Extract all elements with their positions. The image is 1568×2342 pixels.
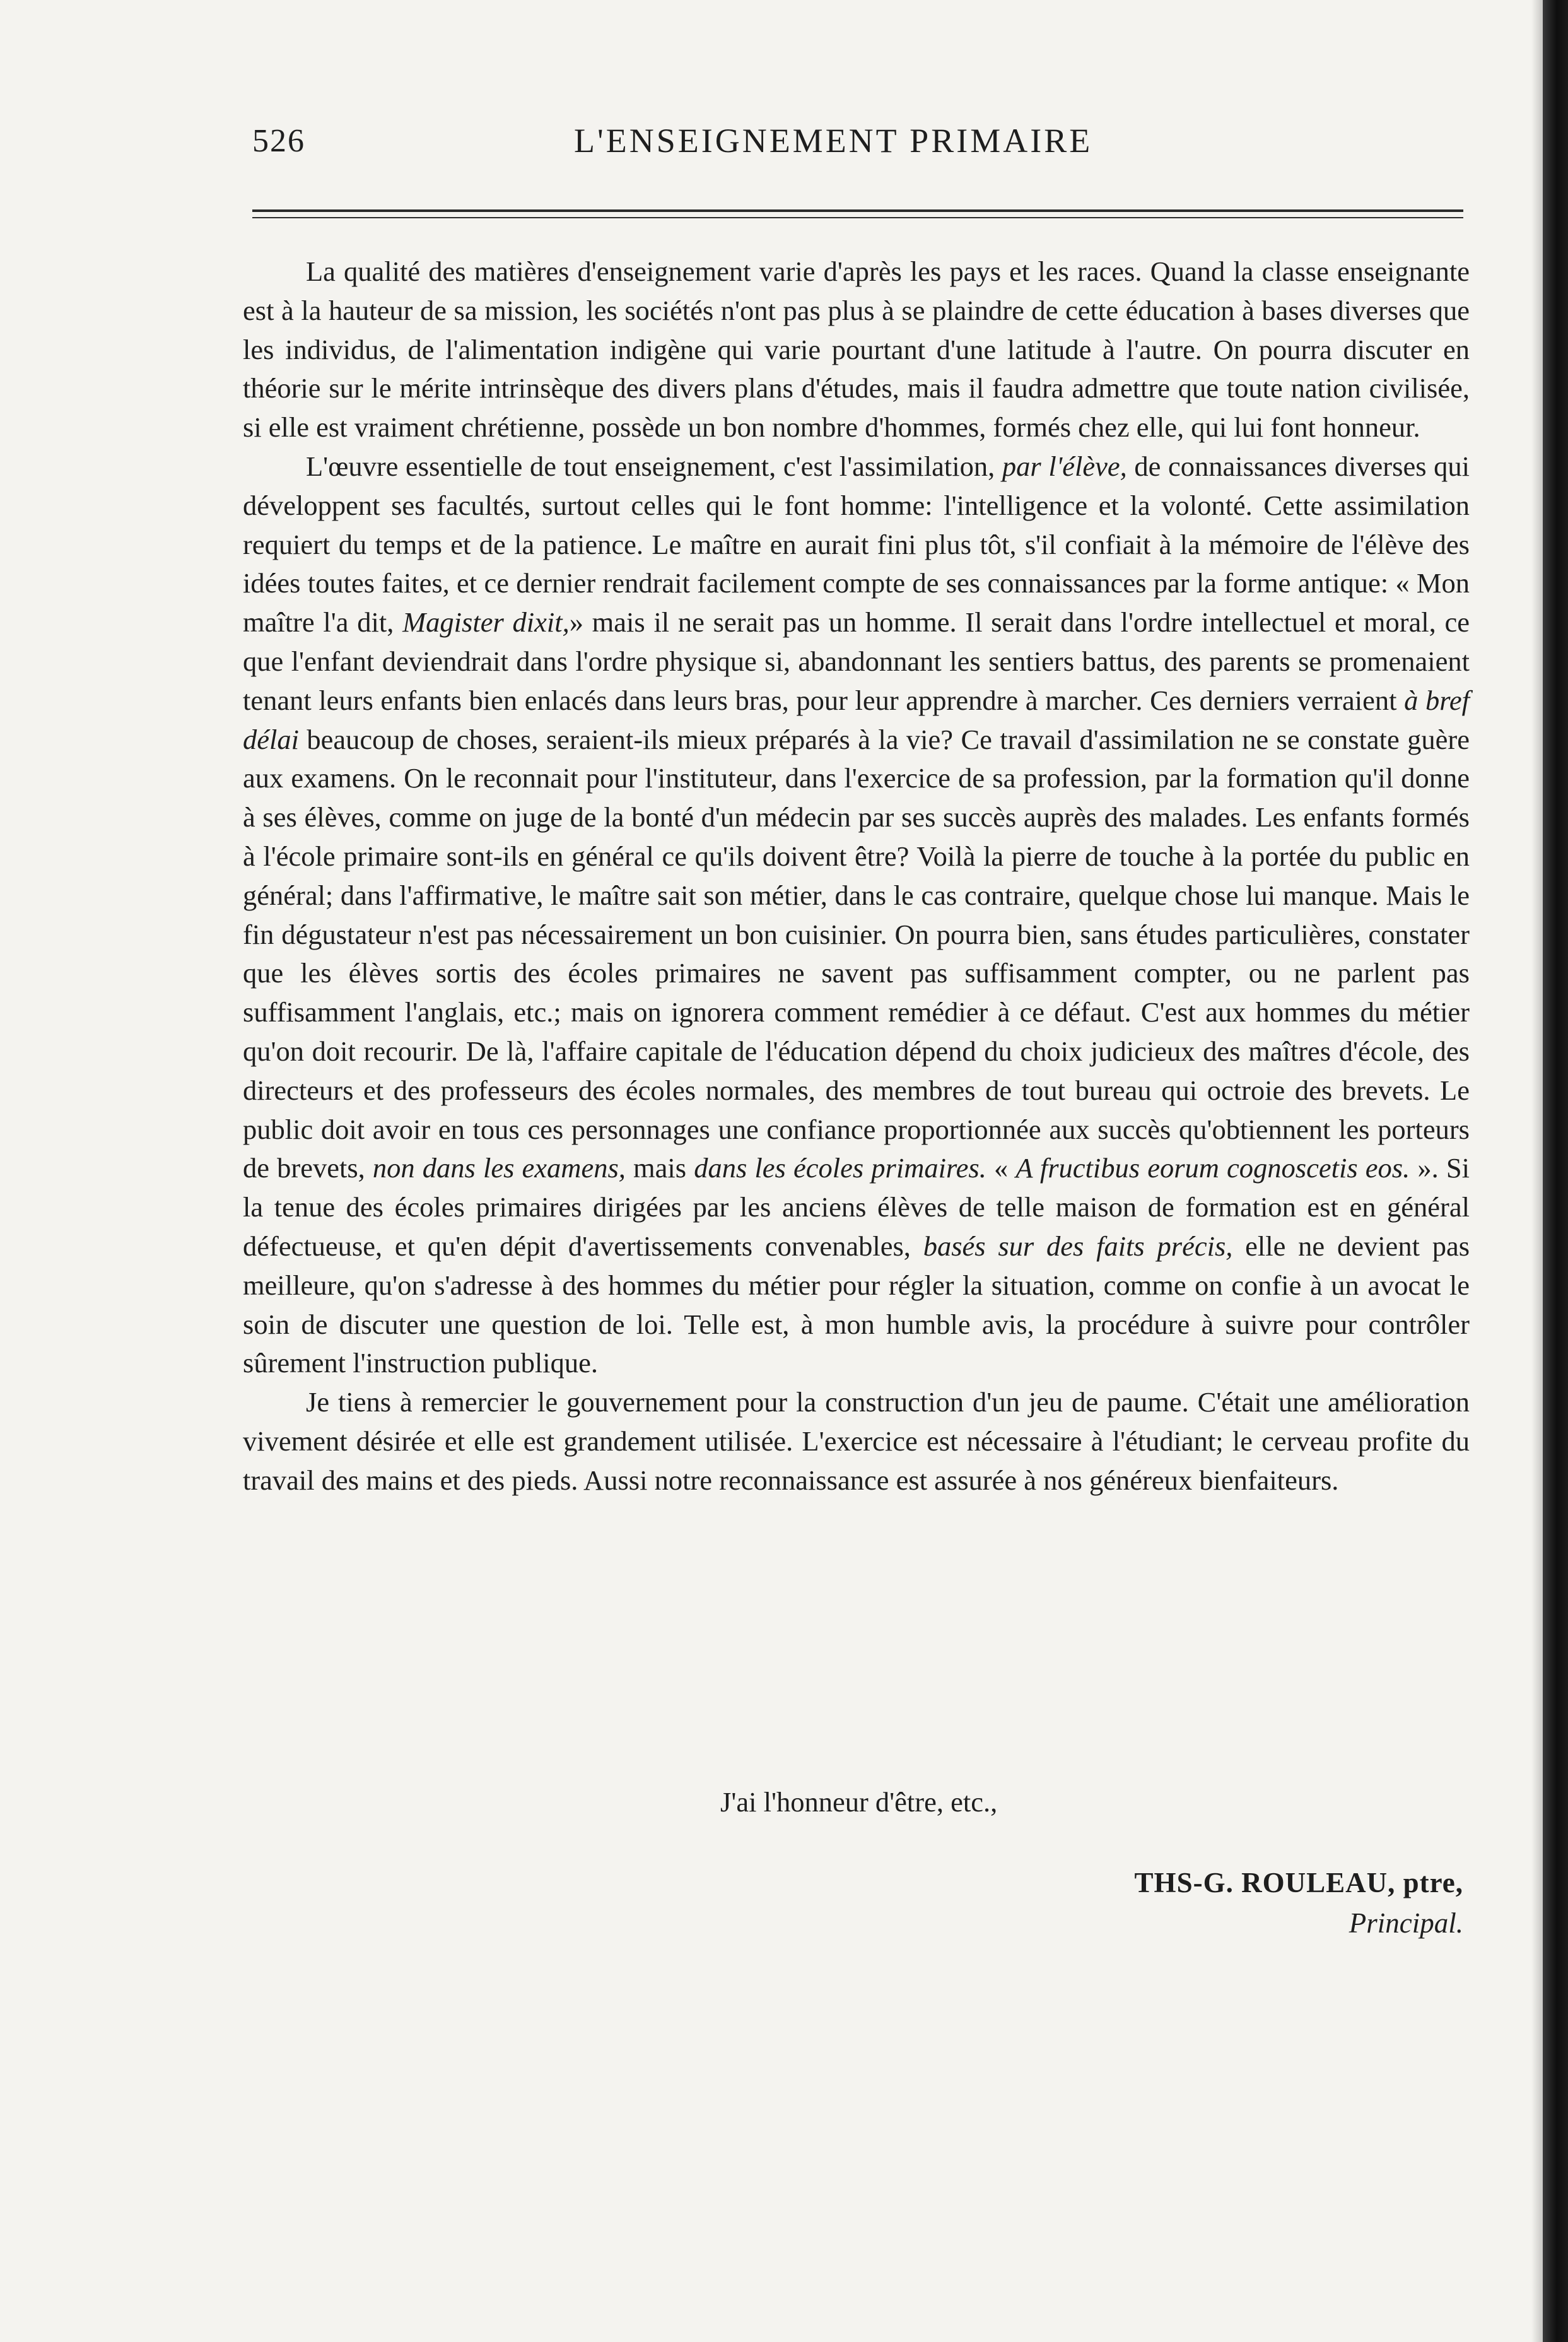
header-rule-thin [252, 217, 1463, 218]
p2-text-e: » mais il ne serait pas un homme. Il serait dans l'ordre intellectuel et moral, ce que l'enfant deviendrait dans l'ordre physique si, abandonnant les sentiers battus, des parents se promenaient tenant leurs enfants bien enlacés dans leurs bras, pour leur apprendre à marcher. Ces derniers verraient [243, 606, 1470, 716]
p2-italic-h: non dans les examens, [372, 1152, 626, 1184]
page-edge-shadow [1531, 0, 1543, 2342]
p2-text-i: mais [625, 1152, 694, 1184]
p2-italic-j: dans les écoles primaires. [694, 1152, 986, 1184]
page-number: 526 [252, 123, 305, 159]
p2-italic-f: à bref délai [243, 684, 1470, 755]
paragraph-2 [243, 447, 1470, 1383]
p2-italic-n: basés sur des faits précis, [923, 1230, 1233, 1262]
p2-italic-b: par l'élève, [1002, 450, 1127, 482]
running-title: L'ENSEIGNEMENT PRIMAIRE [574, 122, 1093, 160]
p2-italic-d: Magister dixit, [402, 606, 570, 638]
p2-text-k: « [986, 1152, 1016, 1184]
p2-text-c: de connaissances diverses qui développent ses facultés, surtout celles qui le font homme: l'intelligence et la volonté. Cette assimilation requiert du temps et de la patience. Le maître en aurait fini plus tôt, s'il confiait à la mémoire de l'élève des idées toutes faites, et ce dernier rendrait facilement compte de ses connaissances par la forme antique: « Mon maître l'a dit, [243, 450, 1470, 638]
closing-formula: J'ai l'honneur d'être, etc., [720, 1786, 998, 1818]
p2-text-o: elle ne devient pas meilleure, qu'on s'adresse à des hommes du métier pour régler la situation, comme on confie à un avocat le soin de discuter une question de loi. Telle est, à mon humble avis, la procédure à suivre pour contrôler sûrement l'instruction publique. [243, 1230, 1470, 1379]
p2-text-m: ». Si la tenue des écoles primaires dirigées par les anciens élèves de telle maison de formation est en général défectueuse, et qu'en dépit d'avertissements convenables, [243, 1152, 1470, 1262]
signature-title: Principal. [1349, 1907, 1463, 1939]
paragraph-3: Je tiens à remercier le gouvernement pour la construction d'un jeu de paume. C'était une amélioration vivement désirée et elle est grandement utilisée. L'exercice est nécessaire à l'étudiant; le cerveau profite du travail des mains et des pieds. Aussi notre reconnaissance est assurée à nos généreux bienfaiteurs. [243, 1386, 1470, 1496]
article-body [243, 252, 1470, 1500]
adjacent-page-edge [1543, 0, 1568, 2342]
p2-text-a: L'œuvre essentielle de tout enseignement, c'est l'assimilation, [306, 450, 1002, 482]
page-header [252, 115, 1463, 165]
signature-name: THS-G. ROULEAU, ptre, [1134, 1867, 1463, 1898]
p2-text-g: beaucoup de choses, seraient-ils mieux préparés à la vie? Ce travail d'assimilation ne se constate guère aux examens. On le reconnait pour l'instituteur, dans l'exercice de sa profession, par la formation qu'il donne à ses élèves, comme on juge de la bonté d'un médecin par ses succès auprès des malades. Les enfants formés à l'école primaire sont-ils en général ce qu'ils doivent être? Voilà la pierre de touche à la portée du public en général; dans l'affirmative, le maître sait son métier, dans le cas contraire, quelque chose lui manque. Mais le fin dégustateur n'est pas nécessairement un bon cuisinier. On pourra bien, sans études particulières, constater que les élèves sortis des écoles primaires ne savent pas suffisamment compter, ou ne parlent pas suffisamment l'anglais, etc.; mais on ignorera comment remédier à ce défaut. C'est aux hommes du métier qu'on doit recourir. De là, l'affaire capitale de l'éducation dépend du choix judicieux des maîtres d'école, des directeurs et des professeurs des écoles normales, des membres de tout bureau qui octroie des brevets. Le public doit avoir en tous ces personnages une confiance proportionnée aux succès qu'obtiennent les porteurs de brevets, [243, 723, 1470, 1184]
paragraph-1: La qualité des matières d'enseignement varie d'après les pays et les races. Quand la classe enseignante est à la hauteur de sa mission, les sociétés n'ont pas plus à se plaindre de cette éducation à bases diverses que les individus, de l'alimentation indigène qui varie pourtant d'une latitude à l'autre. On pourra discuter en théorie sur le mérite intrinsèque des divers plans d'études, mais il faudra admettre que toute nation civilisée, si elle est vraiment chrétienne, possède un bon nombre d'hommes, formés chez elle, qui lui font honneur. [243, 256, 1470, 444]
p2-italic-l: A fructibus eorum cognoscetis eos. [1015, 1152, 1410, 1184]
header-rule [252, 209, 1463, 212]
